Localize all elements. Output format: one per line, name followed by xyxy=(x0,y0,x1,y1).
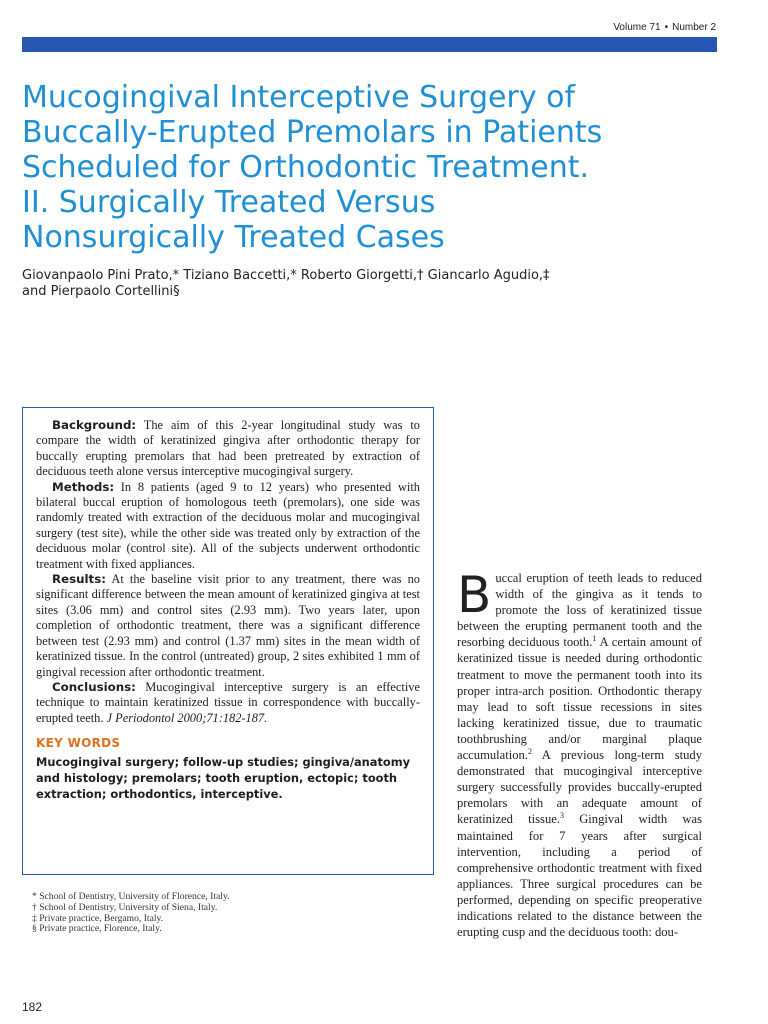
journal-citation: J Periodontol 2000;71:182-187. xyxy=(106,710,268,725)
intro-paragraph xyxy=(457,566,702,940)
body-text-column xyxy=(457,566,702,940)
footnote: * School of Dentistry, University of Florence, Italy. xyxy=(32,891,230,902)
methods-text: In 8 patients (aged 9 to 12 years) who presented with bilateral buccal eruption of homologous teeth (premolars), one side was randomly treated with extraction of the deciduous molar and mucogingival surgery (test site), while the other side was treated only by extraction of the deciduous molar (control site). All of the subjects underwent orthodontic treatment with fixed appliances. xyxy=(36,479,420,571)
footnote: § Private practice, Florence, Italy. xyxy=(32,923,162,935)
background-text: The aim of this 2-year longitudinal study was to compare the width of keratinized gingiva after orthodontic therapy for buccally erupting premolars that had been pretreated by extraction of deciduous teeth alone versus interceptive mucogingival surgery. xyxy=(36,418,420,479)
conclusions-label: Conclusions: xyxy=(52,679,136,694)
journal-issue-header xyxy=(613,22,716,33)
header-separator: • xyxy=(664,22,669,33)
footnote: ‡ Private practice, Bergamo, Italy. xyxy=(32,912,164,924)
abstract-methods xyxy=(36,480,420,572)
abstract-background xyxy=(36,418,420,480)
body-text: A previous long-term study demonstrated that mucogingival interceptive surgery successfully provides buccally-erupted premolars with an adequate amount of keratinized tissue. xyxy=(457,748,702,827)
reference-2[interactable]: 2 xyxy=(528,746,532,756)
author-list xyxy=(22,268,702,300)
issue-number-label: Number 2 xyxy=(672,22,716,33)
author-line: Giovanpaolo Pini Prato,* Tiziano Baccetti,* Roberto Giorgetti,† Giancarlo Agudio,‡ xyxy=(22,268,550,283)
footnote: † School of Dentistry, University of Siena, Italy. xyxy=(32,901,218,913)
drop-cap: B xyxy=(457,566,492,624)
methods-label: Methods: xyxy=(52,479,115,494)
abstract-conclusions xyxy=(36,680,420,726)
volume-label: Volume 71 xyxy=(613,22,661,33)
body-text: uccal eruption of teeth leads to reduced width of the gingiva as it tends to promote the loss of keratinized tissue between the erupting permanent tooth and the resorbing deciduous tooth. xyxy=(457,571,702,650)
author-line: and Pierpaolo Cortellini§ xyxy=(22,284,180,299)
affiliation-footnotes xyxy=(32,892,230,935)
title-line: Buccally-Erupted Premolars in Patients xyxy=(22,115,603,150)
keywords-heading: KEY WORDS xyxy=(36,736,121,751)
title-line: Scheduled for Orthodontic Treatment. xyxy=(22,150,590,185)
abstract-box xyxy=(22,407,434,875)
body-text: Gingival width was maintained for 7 years after surgical intervention, including a period of comprehensive orthodontic treatment with fixed appliances. Three surgical procedures can be performed, depending on specific preoperative indications related to the distance between the erupting cusp and the deciduous tooth: dou- xyxy=(457,812,702,940)
background-label: Background: xyxy=(52,418,137,432)
title-line: Mucogingival Interceptive Surgery of xyxy=(22,80,576,115)
title-line: II. Surgically Treated Versus xyxy=(22,185,436,220)
header-color-band xyxy=(22,37,717,52)
abstract-results xyxy=(36,572,420,680)
keywords-text: Mucogingival surgery; follow-up studies; gingiva/anatomy and histology; premolars; tooth eruption, ectopic; tooth extraction; orthodontics, interceptive. xyxy=(36,755,411,802)
conclusions-text: Mucogingival interceptive surgery is an effective technique to maintain keratinized tissue in correspondence with buccally-erupted teeth. xyxy=(36,679,420,725)
results-label: Results: xyxy=(52,572,106,587)
reference-3[interactable]: 3 xyxy=(560,811,564,821)
reference-1[interactable]: 1 xyxy=(592,634,597,644)
article-title xyxy=(22,80,722,255)
title-line: Nonsurgically Treated Cases xyxy=(22,220,445,255)
results-text: At the baseline visit prior to any treatment, there was no significant difference between the mean amount of keratinized gingiva at test sites (3.06 mm) and control sites (2.93 mm). Two years later, upon completion of orthodontic treatment, there was a significant difference between test (2.93 mm) and control (1.37 mm) sites in the mean width of keratinized tissue. In the control (untreated) group, 2 sites exhibited 1 mm of gingival recession after orthodontic treatment. xyxy=(36,572,420,679)
page-number: 182 xyxy=(22,1000,43,1014)
body-text: A certain amount of keratinized tissue is needed during orthodontic treatment to move the permanent tooth into its proper intra-arch position. Orthodontic therapy may lead to soft tissue recessions in sites lacking keratinized tissue, due to traumatic toothbrushing and/or marginal plaque accumulation. xyxy=(457,635,702,763)
